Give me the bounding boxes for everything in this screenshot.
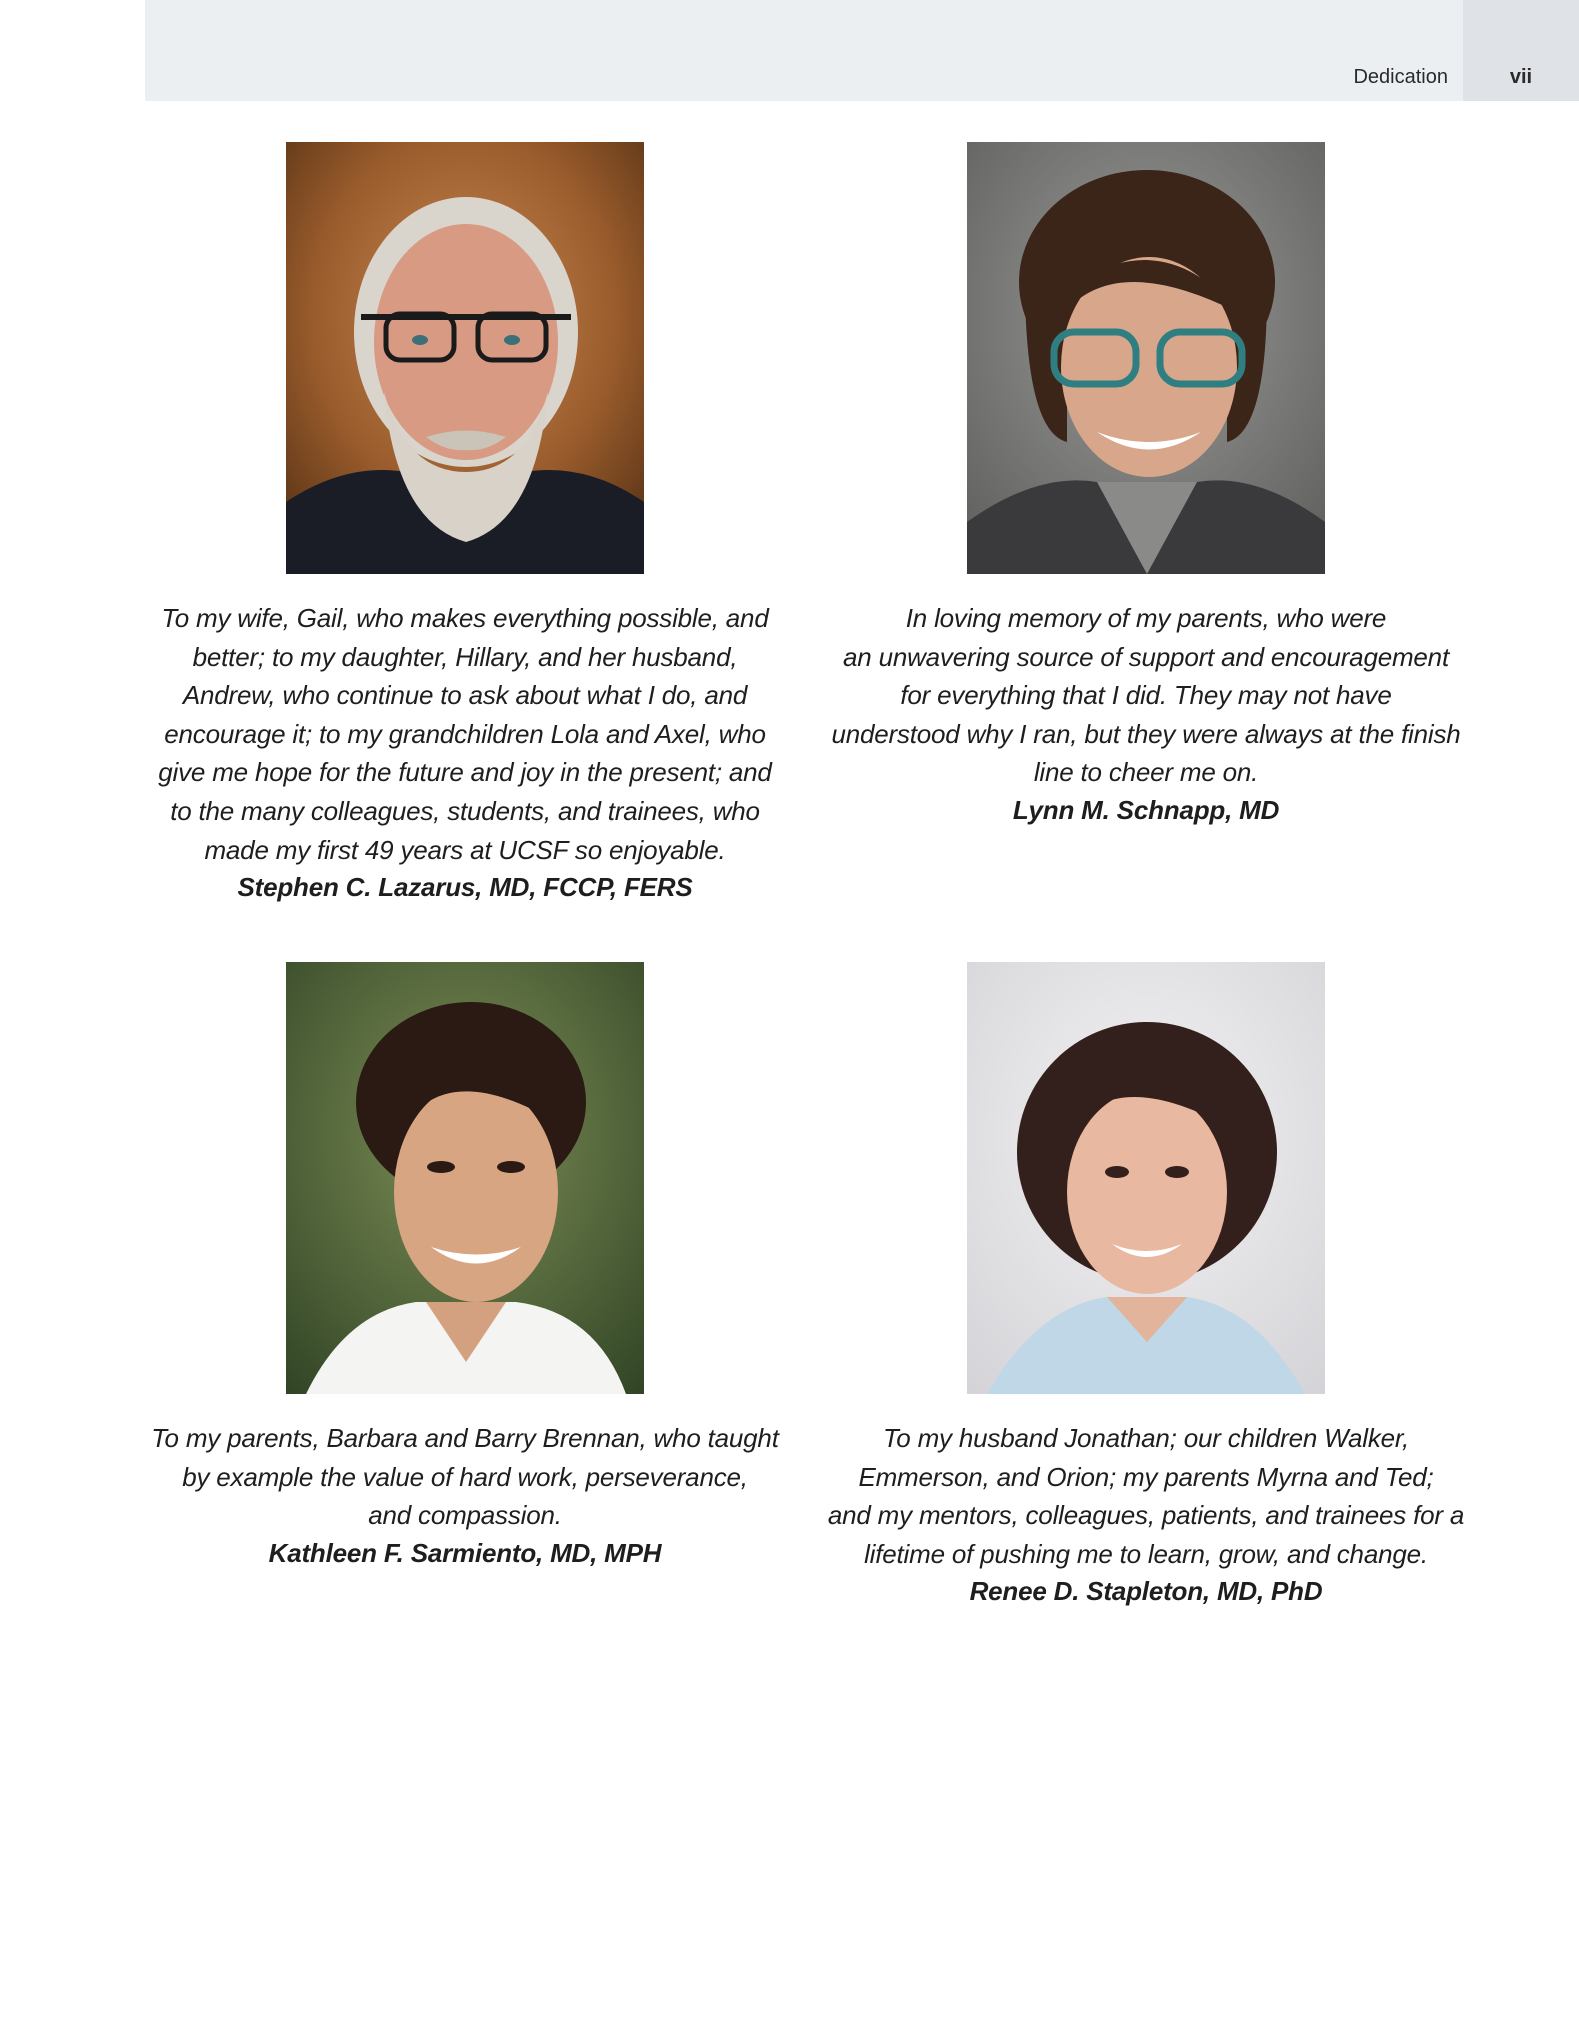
portrait-photo	[967, 142, 1325, 574]
dedication-entry	[145, 962, 785, 1571]
portrait-photo	[286, 142, 644, 574]
dedication-line: made my first 49 years at UCSF so enjoyable.	[204, 834, 726, 865]
dedication-text	[145, 1419, 785, 1535]
dedication-line: Andrew, who continue to ask about what I do, and	[182, 680, 748, 711]
running-head: Dedication	[1353, 66, 1448, 88]
dedication-line: lifetime of pushing me to learn, grow, and change.	[864, 1538, 1428, 1569]
dedication-line: an unwavering source of support and encouragement	[843, 641, 1449, 672]
dedication-entry	[826, 962, 1466, 1609]
portrait-woman-dark-hair-icon	[286, 962, 644, 1394]
header-band	[145, 0, 1463, 101]
dedication-line: encourage it; to my grandchildren Lola and Axel, who	[164, 718, 766, 749]
dedication-text	[145, 599, 785, 869]
dedication-signature: Kathleen F. Sarmiento, MD, MPH	[268, 1537, 662, 1568]
dedication-signature: Lynn M. Schnapp, MD	[1012, 794, 1280, 825]
dedication-line: line to cheer me on.	[1033, 757, 1259, 788]
portrait-bearded-man-icon	[286, 142, 644, 574]
dedication-signature: Stephen C. Lazarus, MD, FCCP, FERS	[237, 872, 693, 903]
dedication-entry	[145, 142, 785, 905]
dedication-text	[826, 599, 1466, 792]
dedication-line: and my mentors, colleagues, patients, and trainees for a	[827, 1500, 1465, 1531]
dedication-line: by example the value of hard work, perseverance,	[182, 1461, 748, 1492]
portrait-woman-glasses-icon	[967, 142, 1325, 574]
portrait-woman-bob-hair-icon	[967, 962, 1325, 1394]
dedication-line: better; to my daughter, Hillary, and her husband,	[192, 641, 738, 672]
dedication-line: To my husband Jonathan; our children Walker,	[883, 1423, 1409, 1453]
dedication-signature: Renee D. Stapleton, MD, PhD	[969, 1576, 1323, 1607]
dedication-line: give me hope for the future and joy in the present; and	[158, 757, 772, 788]
dedication-line: To my wife, Gail, who makes everything possible, and	[161, 603, 769, 633]
dedication-line: In loving memory of my parents, who were	[905, 603, 1387, 633]
dedication-line: to the many colleagues, students, and trainees, who	[170, 795, 760, 826]
dedication-text	[826, 1419, 1466, 1573]
dedication-line: To my parents, Barbara and Barry Brennan, who taught	[151, 1423, 779, 1453]
dedication-line: Emmerson, and Orion; my parents Myrna and Ted;	[858, 1461, 1434, 1492]
dedication-entry	[826, 142, 1466, 828]
portrait-photo	[967, 962, 1325, 1394]
dedication-line: understood why I ran, but they were always at the finish	[831, 718, 1461, 749]
dedication-line: and compassion.	[368, 1500, 562, 1531]
page-number: vii	[1509, 66, 1533, 88]
dedication-line: for everything that I did. They may not have	[900, 680, 1392, 711]
portrait-photo	[286, 962, 644, 1394]
